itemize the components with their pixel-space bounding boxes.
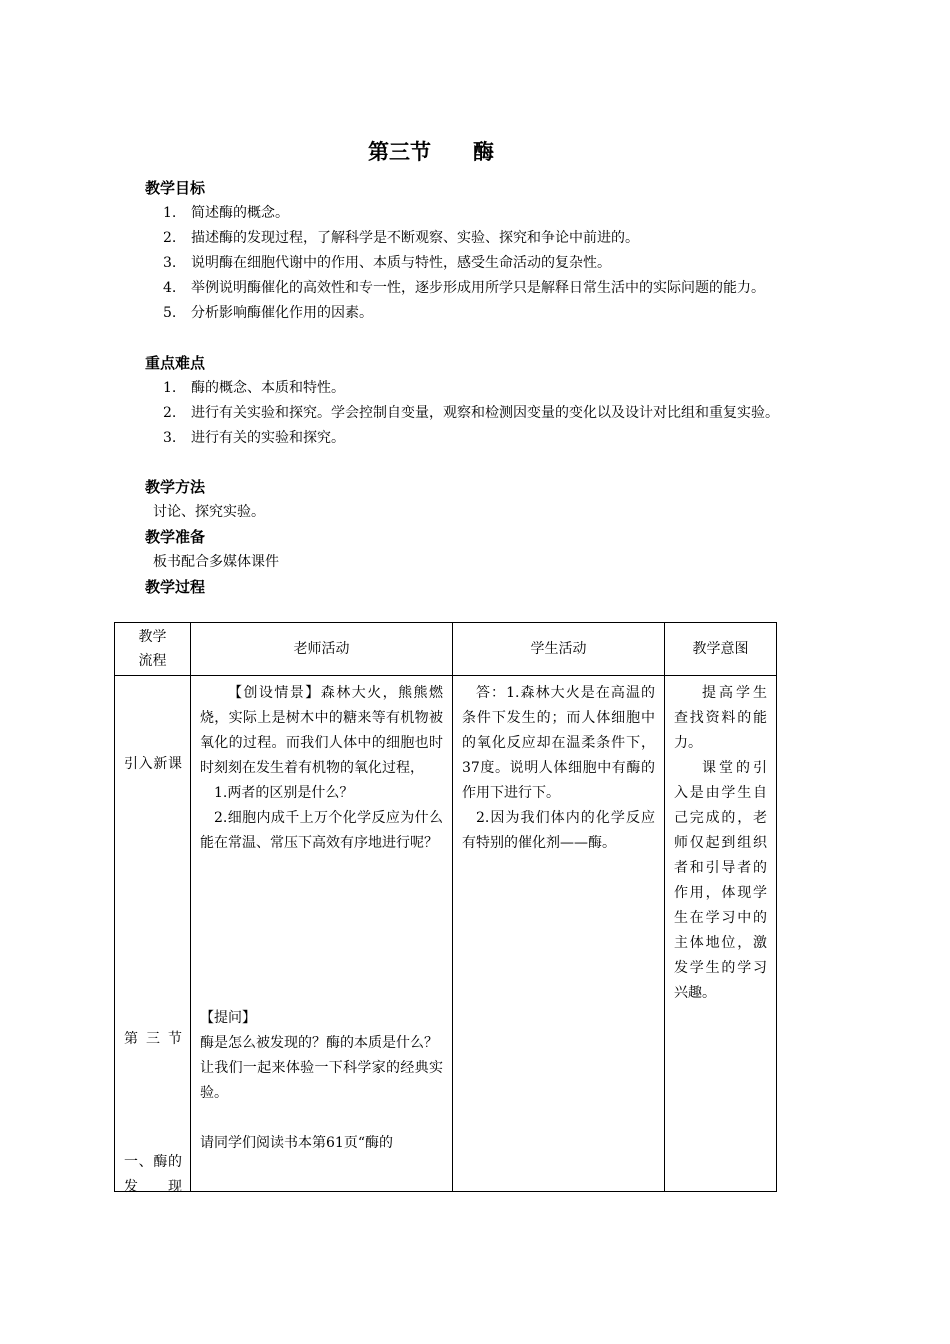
- title-part1: 第三节: [368, 140, 431, 164]
- list-item: [145, 251, 805, 276]
- prep-text: 板书配合多媒体课件: [153, 554, 279, 570]
- item-text: 举例说明酶催化的高效性和专一性，逐步形成用所学只是解释日常生活中的实际问题的能力。: [191, 280, 765, 296]
- teacher-reading-text: 请同学们阅读书本第61页“酶的: [200, 1135, 393, 1151]
- header-teacher: 老师活动: [191, 623, 453, 676]
- list-item: [145, 401, 805, 426]
- goals-list: [145, 201, 805, 326]
- method-text: 讨论、探究实验。: [153, 504, 265, 520]
- prep-section: [145, 525, 805, 575]
- student-cell: [453, 676, 665, 1192]
- header-student: 学生活动: [453, 623, 665, 676]
- intent-text-2: 课堂的引入是由学生自己完成的，老师仅起到组织者和引导者的作用，体现学生在学习中的主体地位，激发学生的学习兴趣。: [674, 760, 767, 1001]
- item-text: 进行有关实验和探究。学会控制自变量，观察和检测因变量的变化以及设计对比组和重复实验。: [191, 405, 779, 421]
- intent-cell: [665, 676, 777, 1192]
- item-text: 说明酶在细胞代谢中的作用、本质与特性，感受生命活动的复杂性。: [191, 255, 611, 271]
- item-text: 简述酶的概念。: [191, 205, 289, 221]
- flow-discovery: 一、酶的发现: [124, 1154, 182, 1195]
- table-header-row: [115, 623, 777, 676]
- list-item: [145, 226, 805, 251]
- teacher-ask-label: 【提问】: [200, 1010, 256, 1026]
- goals-heading: 教学目标: [145, 179, 206, 197]
- teacher-ask-text: 酶是怎么被发现的？酶的本质是什么？: [200, 1035, 438, 1051]
- teacher-scenario: 【创设情景】森林大火，熊熊燃烧，实际上是树木中的糖来等有机物被氧化的过程。而我们人体中的细胞也时时刻刻在发生着有机物的氧化过程，: [200, 685, 443, 776]
- key-points-heading: 重点难点: [145, 354, 206, 372]
- item-text: 描述酶的发现过程，了解科学是不断观察、实验、探究和争论中前进的。: [191, 230, 639, 246]
- header-intent: 教学意图: [665, 623, 777, 676]
- prep-heading: 教学准备: [145, 528, 206, 546]
- item-number: 2.: [163, 405, 177, 421]
- teacher-question-2: 2.细胞内成千上万个化学反应为什么能在常温、常压下高效有序地进行呢？: [200, 810, 443, 851]
- table-row: [115, 676, 777, 1192]
- key-points-section: [145, 351, 805, 451]
- flow-intro: 引入新课: [124, 756, 182, 772]
- teacher-experience-text: 让我们一起来体验一下科学家的经典实验。: [200, 1060, 443, 1101]
- student-answer-1: 答：1.森林大火是在高温的条件下发生的；而人体细胞中的氧化反应却在温柔条件下，37度。说明人体细胞中有酶的作用下进行下。: [462, 685, 655, 801]
- goals-section: [145, 176, 805, 326]
- item-text: 分析影响酶催化作用的因素。: [191, 305, 373, 321]
- list-item: [145, 301, 805, 326]
- item-number: 4.: [163, 280, 177, 296]
- title-part2: 酶: [473, 140, 494, 164]
- list-item: [145, 201, 805, 226]
- item-text: 进行有关的实验和探究。: [191, 430, 345, 446]
- method-section: [145, 475, 805, 525]
- item-number: 3.: [163, 255, 177, 271]
- page-title: [0, 136, 862, 166]
- item-text: 酶的概念、本质和特性。: [191, 380, 345, 396]
- teacher-cell: [191, 676, 453, 1192]
- intent-text-1: 提高学生查找资料的能力。: [674, 685, 767, 751]
- process-heading: 教学过程: [145, 578, 206, 596]
- item-number: 1.: [163, 380, 177, 396]
- flow-cell: [115, 676, 191, 1195]
- teacher-question-1: 1.两者的区别是什么？: [214, 785, 354, 801]
- list-item: [145, 376, 805, 401]
- list-item: [145, 426, 805, 451]
- process-table: [114, 622, 777, 1195]
- student-answer-2: 2.因为我们体内的化学反应有特别的催化剂——酶。: [462, 810, 655, 851]
- item-number: 1.: [163, 205, 177, 221]
- item-number: 3.: [163, 430, 177, 446]
- header-flow: 教学流程: [115, 623, 191, 676]
- process-section: [145, 575, 805, 600]
- item-number: 5.: [163, 305, 177, 321]
- flow-section-label: 第三节: [124, 1031, 182, 1047]
- item-number: 2.: [163, 230, 177, 246]
- key-points-list: [145, 376, 805, 451]
- list-item: [145, 276, 805, 301]
- method-heading: 教学方法: [145, 478, 206, 496]
